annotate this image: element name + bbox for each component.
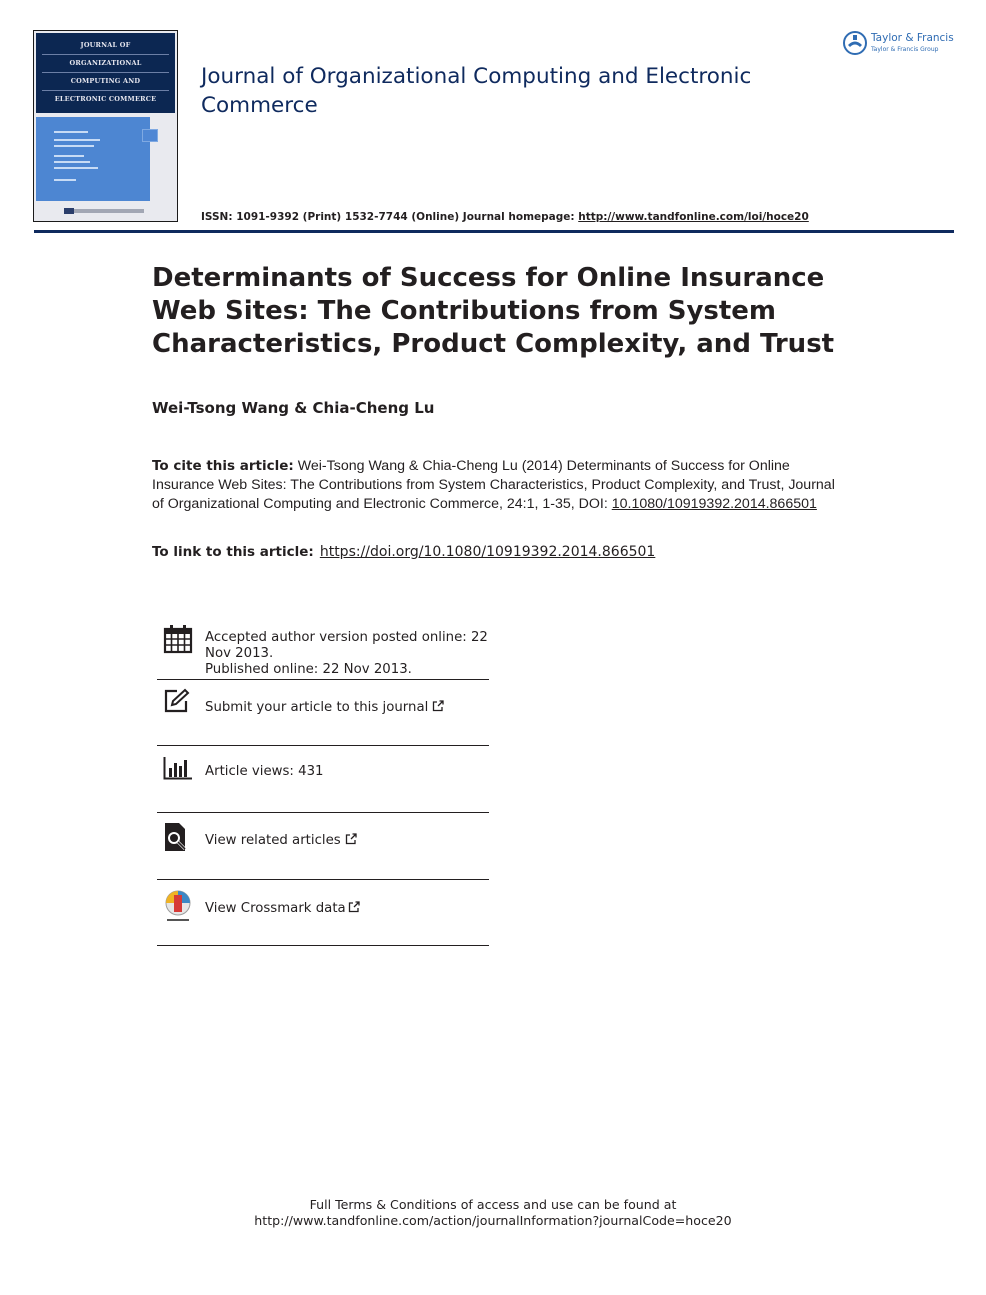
info-divider <box>157 679 489 680</box>
terms-url[interactable]: http://www.tandfonline.com/action/journalInformation?journalCode=hoce20 <box>254 1213 732 1228</box>
article-authors: Wei-Tsong Wang & Chia-Cheng Lu <box>152 399 435 417</box>
cover-title-band <box>36 33 175 113</box>
cover-panel <box>36 117 150 201</box>
external-link-icon <box>432 700 444 712</box>
issn-text: ISSN: 1091-9392 (Print) 1532-7744 (Online) Journal homepage: <box>201 211 579 223</box>
citation-doi-link[interactable]: 10.1080/10919392.2014.866501 <box>611 496 817 512</box>
search-document-icon <box>163 822 189 852</box>
accepted-row <box>157 624 489 680</box>
view-related-link[interactable]: View related articles <box>205 833 341 848</box>
info-divider <box>157 879 489 880</box>
cover-line: JOURNAL OF <box>80 41 131 49</box>
article-doi-url[interactable]: https://doi.org/10.1080/10919392.2014.866501 <box>319 544 656 560</box>
cover-footer-bar <box>64 209 144 213</box>
publisher-name: Taylor & Francis <box>871 32 954 44</box>
article-views: Article views: 431 <box>205 764 324 779</box>
issn-line <box>201 211 809 223</box>
external-link-icon <box>348 901 360 913</box>
related-row[interactable] <box>157 822 489 862</box>
accepted-date: Accepted author version posted online: 22 Nov 2013. <box>205 630 488 661</box>
citation-text: Wei-Tsong Wang & Chia-Cheng Lu (2014) Determinants of Success for Online Insurance Web Sites: The Contributions from System Characteristics, Product Complexity, and Trust, Journal of Organizational Computing and Electronic Commerce, 24:1, 1-35, DOI: <box>152 458 835 512</box>
terms-footer <box>0 1197 986 1229</box>
journal-title: Journal of Organizational Computing and Electronic Commerce <box>201 64 752 118</box>
journal-homepage-link[interactable]: http://www.tandfonline.com/loi/hoce20 <box>578 211 809 223</box>
terms-text: Full Terms & Conditions of access and use can be found at <box>309 1197 677 1212</box>
external-link-icon <box>345 833 357 845</box>
submit-article-link[interactable]: Submit your article to this journal <box>205 700 429 715</box>
info-divider <box>157 812 489 813</box>
cover-line: ORGANIZATIONAL <box>42 54 169 68</box>
cover-line: COMPUTING AND <box>42 72 169 86</box>
article-title: Determinants of Success for Online Insurance Web Sites: The Contributions from System Characteristics, Product Complexity, and Trust <box>152 263 835 359</box>
submit-row[interactable] <box>157 688 489 728</box>
published-date: Published online: 22 Nov 2013. <box>205 662 412 677</box>
article-link-lead: To link to this article: <box>152 544 314 560</box>
edit-icon <box>163 688 191 714</box>
publisher-group: Taylor & Francis Group <box>871 46 939 53</box>
citation-lead: To cite this article: <box>152 458 294 474</box>
info-divider <box>157 945 489 946</box>
journal-cover-image <box>33 30 178 222</box>
views-row <box>157 756 489 796</box>
crossmark-row[interactable] <box>157 890 489 930</box>
view-crossmark-link[interactable]: View Crossmark data <box>205 901 346 916</box>
citation-block <box>152 457 842 514</box>
cover-publisher-mark <box>64 208 74 214</box>
calendar-icon <box>163 624 193 654</box>
header-divider <box>34 230 954 233</box>
cover-line: ELECTRONIC COMMERCE <box>42 90 169 104</box>
crossmark-icon <box>163 890 193 924</box>
article-link-line <box>152 544 655 560</box>
info-divider <box>157 745 489 746</box>
cover-square <box>142 129 158 142</box>
bar-chart-icon <box>163 756 193 780</box>
taylor-francis-logo <box>842 30 957 58</box>
taylor-francis-logo-icon <box>842 30 868 56</box>
